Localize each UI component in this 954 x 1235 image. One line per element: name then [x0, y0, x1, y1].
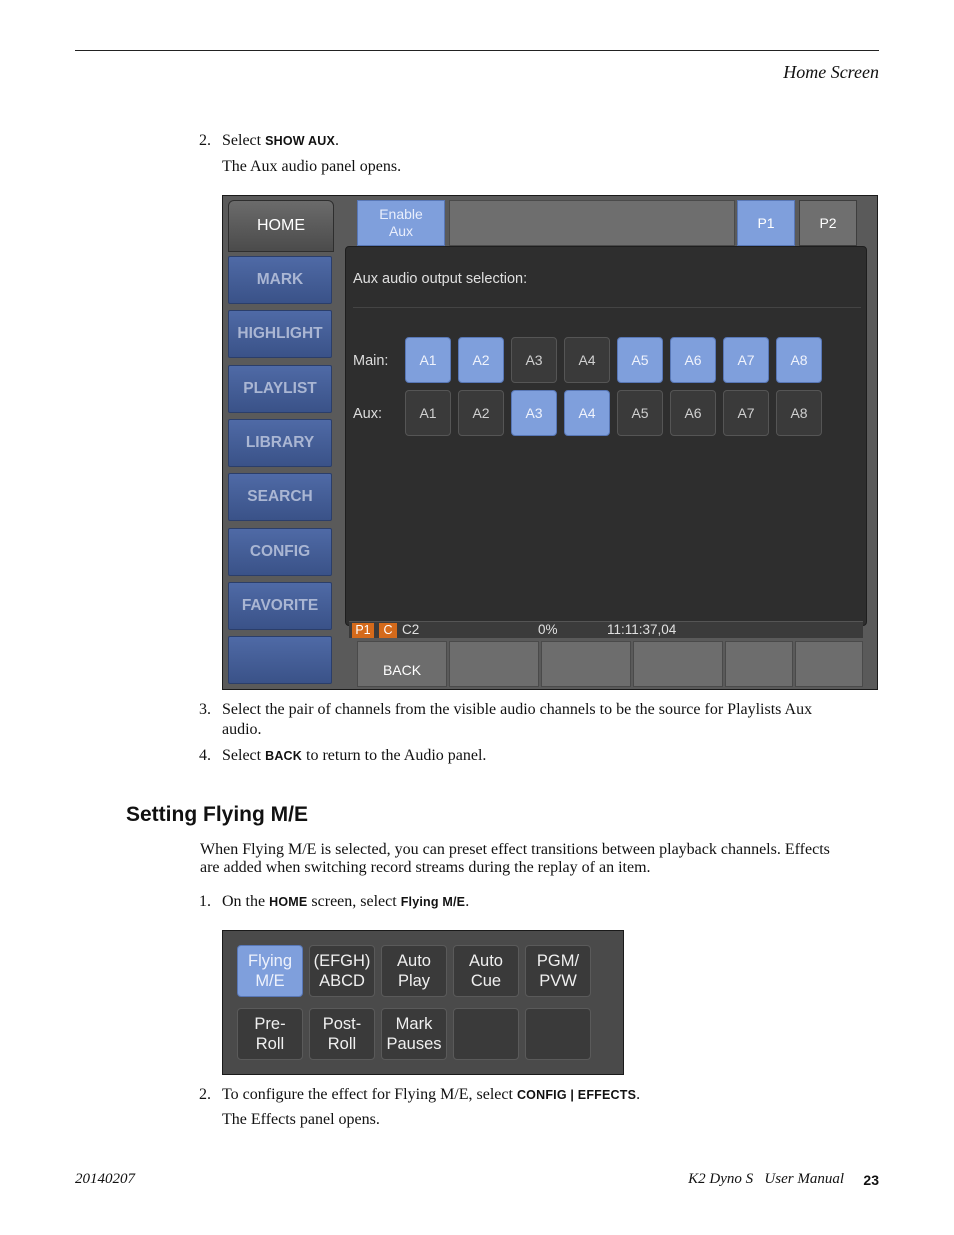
status-channel: C2 [402, 622, 420, 637]
aux-panel [345, 246, 867, 626]
flying-auto-cue-button[interactable]: Auto Cue [453, 945, 519, 997]
cmd-home: HOME [269, 895, 308, 909]
flying-auto-play-button[interactable]: Auto Play [381, 945, 447, 997]
step-4: 4. Select BACK to return to the Audio panel. [199, 747, 487, 764]
sidebar-item-highlight[interactable]: HIGHLIGHT [228, 310, 332, 358]
aux-channel-a8-button[interactable]: A8 [776, 390, 822, 436]
status-bar [349, 621, 863, 638]
running-head: Home Screen [783, 62, 879, 82]
header-rule [75, 50, 879, 51]
cmd-flying-me: Flying M/E [400, 895, 466, 909]
flying-me-screenshot [222, 930, 624, 1075]
aux-channel-a6-button[interactable]: A6 [670, 390, 716, 436]
aux-channel-a5-button[interactable]: A5 [617, 390, 663, 436]
top-bar-empty [449, 200, 735, 246]
flying-post-roll-button[interactable]: Post- Roll [309, 1008, 375, 1060]
main-channel-a5-button[interactable]: A5 [617, 337, 663, 383]
footer-date: 20140207 [75, 1171, 135, 1187]
status-timecode: 11:11:37,04 [607, 622, 677, 637]
flying-pre-roll-button[interactable]: Pre- Roll [237, 1008, 303, 1060]
bottom-button-6[interactable] [795, 641, 863, 687]
footer-page-number: 23 [863, 1172, 879, 1188]
main-channel-a7-button[interactable]: A7 [723, 337, 769, 383]
bottom-button-3[interactable] [541, 641, 631, 687]
sidebar-item-empty[interactable] [228, 636, 332, 684]
main-channel-a2-button[interactable]: A2 [458, 337, 504, 383]
paragraph-line-2: are added when switching record streams during the replay of an item. [200, 859, 651, 876]
status-p1-badge: P1 [352, 623, 374, 638]
section-heading: Setting Flying M/E [126, 803, 308, 826]
sidebar-item-mark[interactable]: MARK [228, 256, 332, 304]
main-label: Main: [353, 353, 389, 369]
footer-manual: K2 Dyno S User Manual [688, 1171, 844, 1187]
flying-empty-row2-4-button[interactable] [525, 1008, 591, 1060]
panel-title: Aux audio output selection: [353, 271, 528, 287]
back-button[interactable]: BACK [357, 641, 447, 687]
sidebar-item-playlist[interactable]: PLAYLIST [228, 365, 332, 413]
cmd-show-aux: SHOW AUX [265, 134, 335, 148]
bottom-button-5[interactable] [725, 641, 793, 687]
main-channel-a4-button[interactable]: A4 [564, 337, 610, 383]
step-1-flying: 1. On the HOME screen, select Flying M/E. [199, 893, 470, 910]
sidebar-item-favorite[interactable]: FAVORITE [228, 582, 332, 630]
bottom-button-4[interactable] [633, 641, 723, 687]
status-c-badge: C [379, 623, 397, 638]
status-percent: 0% [538, 622, 558, 637]
step-2-result: The Aux audio panel opens. [222, 158, 402, 175]
cmd-config-effects: CONFIG | EFFECTS [516, 1088, 637, 1102]
sidebar-item-library[interactable]: LIBRARY [228, 419, 332, 467]
step-3-line2: audio. [222, 721, 262, 738]
step-2-config: 2. To configure the effect for Flying M/E, select CONFIG | EFFECTS. [199, 1086, 641, 1103]
aux-channel-a7-button[interactable]: A7 [723, 390, 769, 436]
main-channel-a8-button[interactable]: A8 [776, 337, 822, 383]
sidebar-item-search[interactable]: SEARCH [228, 473, 332, 521]
panel-divider [353, 307, 861, 308]
paragraph-line-1: When Flying M/E is selected, you can preset effect transitions between playback channels. Effects [200, 841, 830, 858]
step-2-config-result: The Effects panel opens. [222, 1111, 380, 1128]
main-channel-a3-button[interactable]: A3 [511, 337, 557, 383]
step-2-show-aux: 2. Select SHOW AUX. [199, 132, 339, 149]
bottom-button-2[interactable] [449, 641, 539, 687]
aux-channel-a4-button[interactable]: A4 [564, 390, 610, 436]
flying-flying-m-e-button[interactable]: Flying M/E [237, 945, 303, 997]
main-channel-a1-button[interactable]: A1 [405, 337, 451, 383]
flying-empty-row2-3-button[interactable] [453, 1008, 519, 1060]
flying-efgh-abcd-button[interactable]: (EFGH) ABCD [309, 945, 375, 997]
flying-pgm-pvw-button[interactable]: PGM/ PVW [525, 945, 591, 997]
main-channel-a6-button[interactable]: A6 [670, 337, 716, 383]
sidebar-item-config[interactable]: CONFIG [228, 528, 332, 576]
aux-channel-a2-button[interactable]: A2 [458, 390, 504, 436]
p2-button[interactable]: P2 [799, 200, 857, 246]
aux-channel-a3-button[interactable]: A3 [511, 390, 557, 436]
aux-audio-screenshot [222, 195, 878, 690]
p1-button[interactable]: P1 [737, 200, 795, 246]
step-3: 3. Select the pair of channels from the visible audio channels to be the source for Playlists Aux [199, 701, 813, 718]
flying-mark-pauses-button[interactable]: Mark Pauses [381, 1008, 447, 1060]
aux-channel-a1-button[interactable]: A1 [405, 390, 451, 436]
enable-aux-button[interactable]: Enable Aux [357, 200, 445, 246]
home-tab[interactable]: HOME [228, 200, 334, 252]
aux-label: Aux: [353, 406, 383, 422]
cmd-back: BACK [265, 749, 303, 763]
